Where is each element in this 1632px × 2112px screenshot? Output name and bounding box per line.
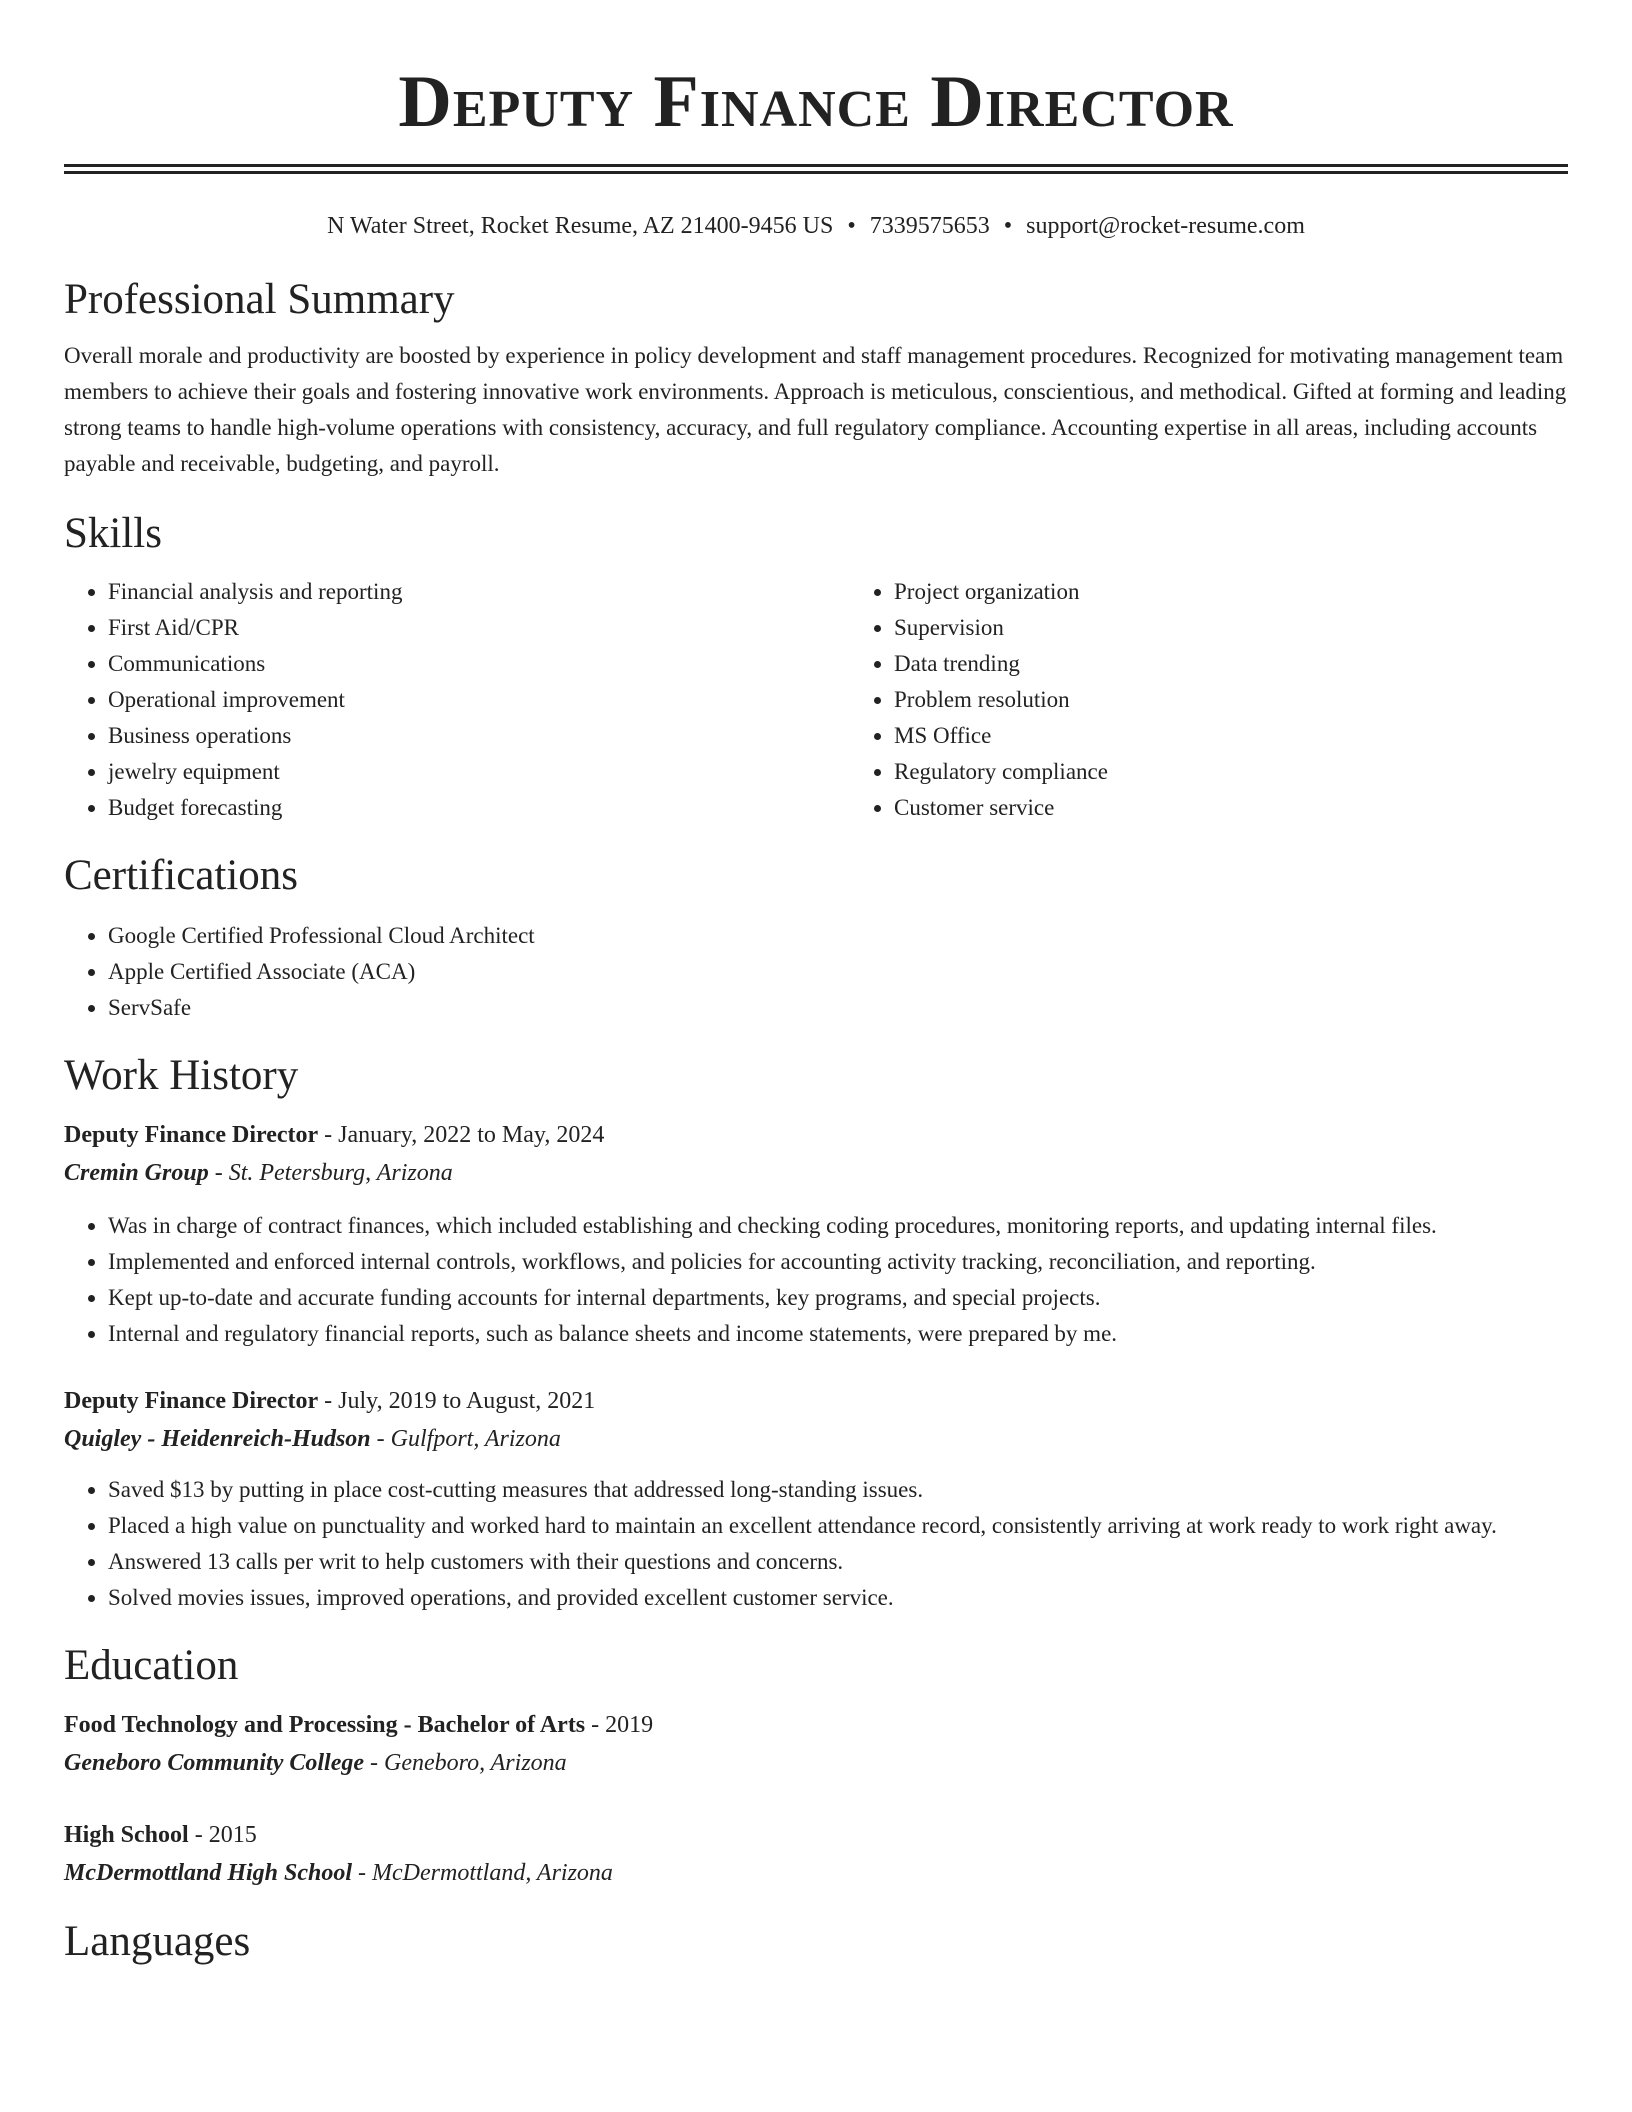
skill-item: • Problem resolution (894, 682, 1632, 718)
job-company-line (64, 1154, 1568, 1192)
contact-phone: 7339575653 (869, 213, 990, 239)
education-header (64, 1816, 1568, 1854)
education-degree: High School (64, 1822, 189, 1848)
education-school-line (64, 1744, 1568, 1782)
job-company: Cremin Group (64, 1160, 209, 1186)
education-heading: Education (64, 1642, 239, 1689)
job-entry (64, 1116, 1568, 1352)
skill-item: • Customer service (894, 790, 1632, 826)
skill-item: • Supervision (894, 610, 1632, 646)
contact-line (64, 210, 1568, 242)
skill-item: • MS Office (894, 718, 1632, 754)
job-bullet: • Internal and regulatory financial reports, such as balance sheets and income statements, were prepared by me. (108, 1316, 1568, 1352)
education-school: McDermottland High School (64, 1860, 353, 1886)
education-year: - 2019 (585, 1712, 654, 1738)
skill-item: • Communications (108, 646, 850, 682)
skills-column-left (64, 574, 850, 826)
skill-item: • Regulatory compliance (894, 754, 1632, 790)
skill-item: • jewelry equipment (108, 754, 850, 790)
skill-item: • Data trending (894, 646, 1632, 682)
skill-item: • Budget forecasting (108, 790, 850, 826)
education-entry (64, 1816, 1568, 1892)
contact-email: support@rocket-resume.com (1026, 213, 1305, 239)
job-bullet: • Solved movies issues, improved operations, and provided excellent customer service. (108, 1580, 1568, 1616)
contact-separator: • (1003, 213, 1013, 239)
job-company: Quigley - Heidenreich-Hudson (64, 1426, 371, 1452)
skill-item: • Financial analysis and reporting (108, 574, 850, 610)
skill-item: • Operational improvement (108, 682, 850, 718)
certifications-list (64, 918, 1568, 1026)
education-school-line (64, 1854, 1568, 1892)
job-location: - Gulfport, Arizona (370, 1426, 561, 1452)
certification-item: • ServSafe (108, 990, 1568, 1026)
work-history-heading: Work History (64, 1052, 299, 1099)
job-company-line (64, 1420, 1568, 1458)
languages-heading: Languages (64, 1918, 251, 1965)
certifications-heading: Certifications (64, 852, 299, 899)
skill-item: • Project organization (894, 574, 1632, 610)
skill-item: • First Aid/CPR (108, 610, 850, 646)
skill-item: • Business operations (108, 718, 850, 754)
job-bullets (64, 1208, 1568, 1352)
education-header (64, 1706, 1568, 1744)
job-bullets (64, 1472, 1568, 1616)
summary-text: Overall morale and productivity are boosted by experience in policy development and staff management procedures. Recognized for motivating management team members to achieve their goals and fostering innovative work environments. Approach is meticulous, conscientious, and methodical. Gifted at forming and leading strong teams to handle high-volume operations with consistency, accuracy, and full regulatory compliance. Accounting expertise in all areas, including accounts payable and receivable, budgeting, and payroll. (64, 343, 1567, 476)
contact-separator: • (847, 213, 856, 239)
job-bullet: • Answered 13 calls per writ to help customers with their questions and concerns. (108, 1544, 1568, 1580)
job-dates: - January, 2022 to May, 2024 (318, 1122, 605, 1148)
job-dates: - July, 2019 to August, 2021 (318, 1388, 596, 1414)
summary-heading: Professional Summary (64, 276, 455, 323)
education-degree: Food Technology and Processing - Bachelor of Arts (64, 1712, 586, 1738)
job-entry (64, 1382, 1568, 1616)
job-title: Deputy Finance Director (64, 1122, 319, 1148)
certification-item: • Google Certified Professional Cloud Architect (108, 918, 1568, 954)
education-location: - Geneboro, Arizona (364, 1750, 567, 1776)
job-bullet: • Implemented and enforced internal controls, workflows, and policies for accounting activity tracking, reconciliation, and reporting. (108, 1244, 1568, 1280)
skills-heading: Skills (64, 510, 162, 557)
job-header (64, 1382, 1568, 1420)
skills-column-right (850, 574, 1632, 826)
education-school: Geneboro Community College (64, 1750, 364, 1776)
job-bullet: • Placed a high value on punctuality and worked hard to maintain an excellent attendance record, consistently arriving at work ready to work right away. (108, 1508, 1568, 1544)
education-entry (64, 1706, 1568, 1782)
education-location: - McDermottland, Arizona (352, 1860, 613, 1886)
title-divider (64, 164, 1568, 174)
education-year: - 2015 (188, 1822, 257, 1848)
skills-list (64, 574, 1568, 826)
job-bullet: • Saved $13 by putting in place cost-cutting measures that addressed long-standing issues. (108, 1472, 1568, 1508)
job-location: - St. Petersburg, Arizona (208, 1160, 453, 1186)
job-bullet: • Was in charge of contract finances, which included establishing and checking coding procedures, monitoring reports, and updating internal files. (108, 1208, 1568, 1244)
contact-address: N Water Street, Rocket Resume, AZ 21400-9456 US (327, 213, 834, 239)
job-bullet: • Kept up-to-date and accurate funding accounts for internal departments, key programs, and special projects. (108, 1280, 1568, 1316)
job-title: Deputy Finance Director (64, 1388, 319, 1414)
page-title: Deputy Finance Director (398, 61, 1234, 143)
certification-item: • Apple Certified Associate (ACA) (108, 954, 1568, 990)
job-header (64, 1116, 1568, 1154)
